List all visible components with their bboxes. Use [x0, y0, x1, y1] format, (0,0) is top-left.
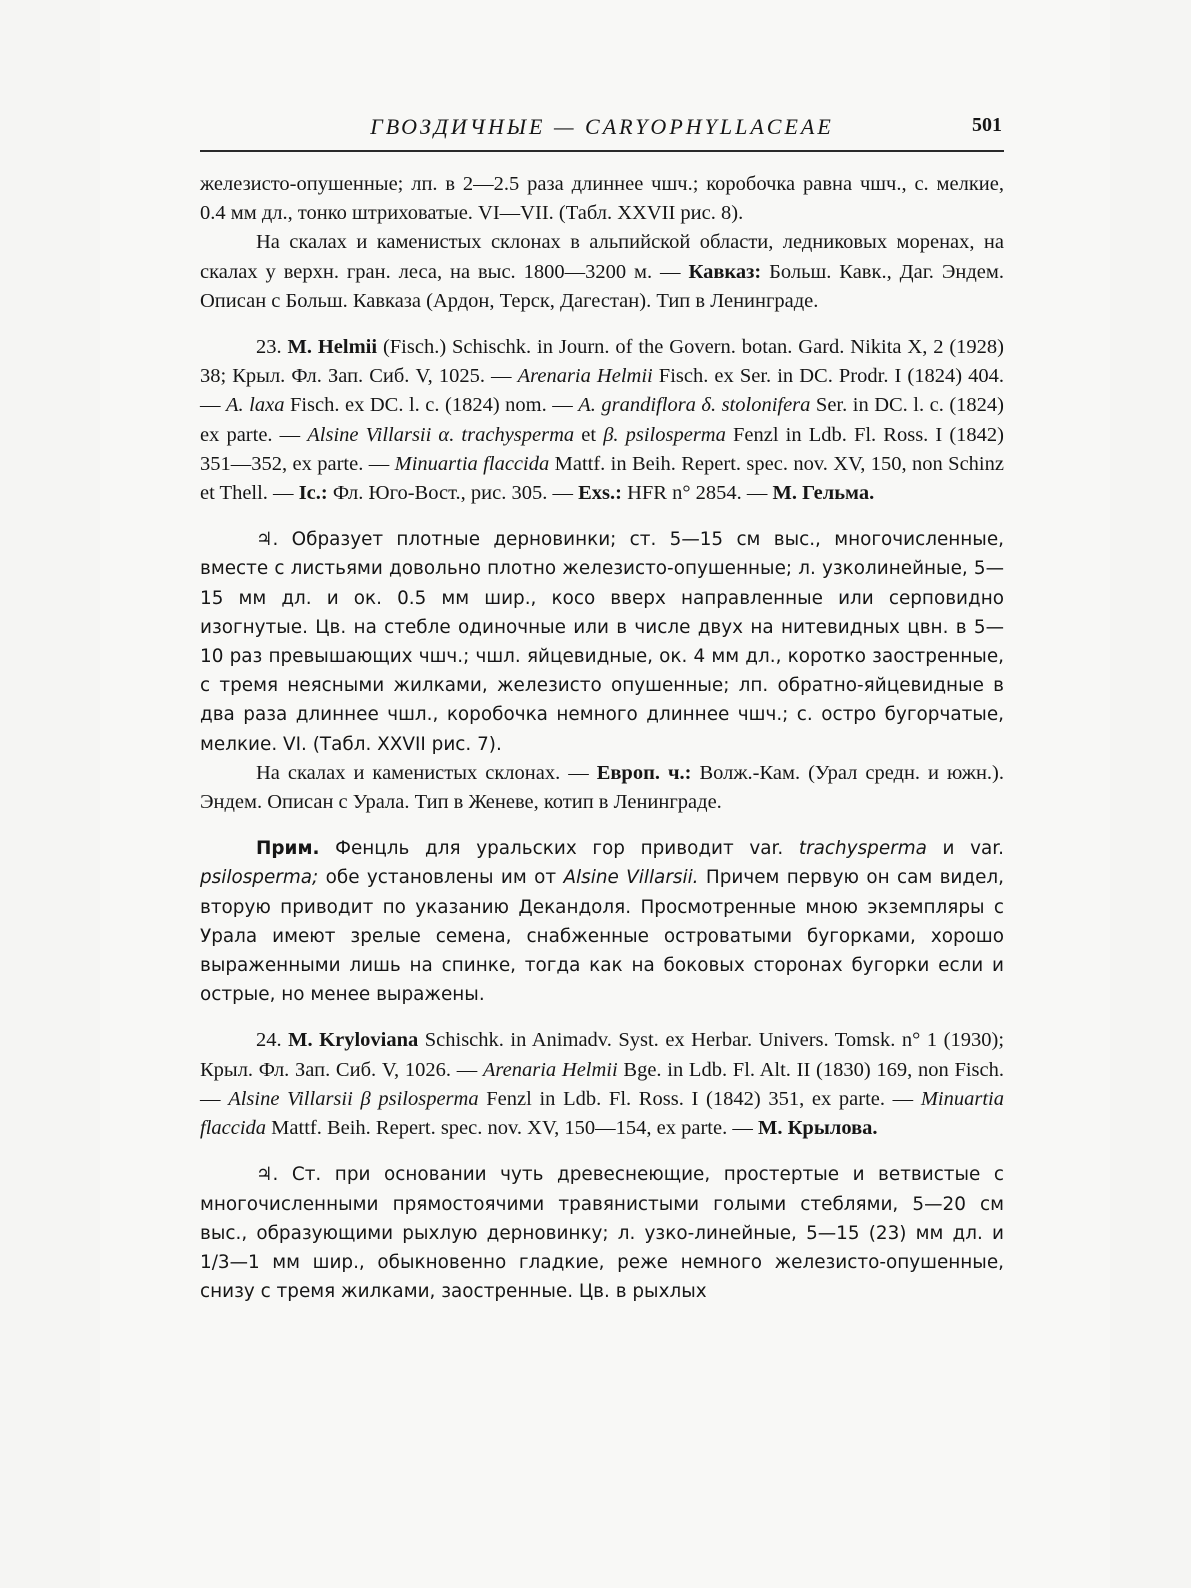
synonym: Minuartia flaccida	[200, 1087, 1004, 1140]
region-label: Европ. ч.:	[596, 761, 692, 784]
text-run: Fisch. ex DC. l. c. (1824) nom. —	[284, 394, 579, 417]
text-run: Больш. Кавк., Даг. Эндем. Описан с Больш. Кавказа (Ардон, Терск, Дагестан). Тип в Ленинграде.	[200, 260, 1004, 312]
text-run: 24.	[256, 1029, 289, 1052]
text-run: Ser. in DC. l. c. (1824) ex parte. —	[200, 394, 1004, 446]
synonym: A. grandiflora δ. stolonifera	[578, 394, 811, 417]
text-run: Fisch. ex Ser. in DC. Prodr. I (1824) 404. —	[200, 365, 1004, 417]
paragraph-description-continued	[200, 170, 1004, 228]
text-run: Fenzl in Ldb. Fl. Ross. I (1842) 351—352, ex parte. —	[200, 423, 1004, 475]
running-title: ГВОЗДИЧНЫЕ — CARYOPHYLLACEAE	[370, 114, 834, 139]
region-label: Кавказ:	[688, 260, 762, 283]
synonym: Alsine Villarsii β psilosperma	[228, 1087, 479, 1110]
species-name: M. Kryloviana	[288, 1029, 419, 1052]
text-run: и var.	[926, 838, 1005, 860]
species-23-description	[200, 525, 1004, 759]
text-run: железисто-опушенные; лп. в 2—2.5 раза длиннее чшч.; коробочка равна чшч., с. мелкие, 0.4 мм дл., тонко штриховатые. VI—VII. (Табл. XXVII рис. 8).	[200, 173, 1004, 225]
exsiccata-label: Exs.:	[578, 482, 622, 505]
text-run: . Ст. при основании чуть древеснеющие, простертые и ветвистые с многочисленными прямостоячими травянистыми голыми стеблями, 5—20 см выс., образующими рыхлую дерновинку; л. узко-линейные, 5—15 (23) мм дл. и 1/3—1 мм шир., обыкновенно гладкие, реже немного железисто-опушенные, снизу с тремя жилками, заостренные. Цв. в рыхлых	[200, 1164, 1004, 1303]
perennial-symbol: ♃	[256, 1164, 273, 1186]
body-text	[200, 170, 1004, 1306]
text-run: Schischk. in Animadv. Syst. ex Herbar. Univers. Tomsk. n° 1 (1930); Крыл. Фл. Зап. Сиб. V, 1026. —	[200, 1029, 1005, 1081]
running-header	[200, 112, 1004, 152]
species-23-habitat	[200, 759, 1004, 817]
paragraph-habitat-distribution	[200, 228, 1004, 316]
text-run: et	[574, 423, 604, 446]
note-label: Прим.	[256, 838, 320, 860]
page-number: 501	[972, 114, 1002, 136]
text-run: Фенцль для уральских гор приводит var.	[319, 838, 799, 860]
russian-species-name: M. Крылова.	[757, 1117, 878, 1140]
text-run: обе установлены им от	[318, 867, 564, 889]
synonym: Arenaria Helmii	[482, 1058, 618, 1081]
species-24-description	[200, 1160, 1004, 1306]
text-run: (Fisch.) Schischk. in Journ. of the Govern. botan. Gard. Nikita X, 2 (1928) 38; Крыл. Фл. Зап. Сиб. V, 1025. —	[200, 336, 1004, 388]
text-run: Фл. Юго-Вост., рис. 305. —	[327, 482, 579, 505]
synonym: β. psilosperma	[603, 423, 726, 446]
text-run: . Образует плотные дерновинки; ст. 5—15 см выс., многочисленные, вместе с листьями довольно плотно железисто-опушенные; л. узколинейные, 5—15 мм дл. и ок. 0.5 мм шир., косо вверх направленные или серповидно изогнутые. Цв. на стебле одиночные или в числе двух на нитевидных цвн. в 5—10 раз превышающих чшч.; чшл. яйцевидные, ок. 4 мм дл., коротко заостренные, с тремя неясными жилками, железисто опушенные; лп. обратно-яйцевидные в два раза длиннее чшл., коробочка немного длиннее чшч.; с. остро бугорчатые, мелкие. VI. (Табл. XXVII рис. 7).	[200, 529, 1004, 755]
text-run: Fenzl in Ldb. Fl. Ross. I (1842) 351, ex parte. —	[478, 1087, 921, 1110]
text-run: Волж.-Кам. (Урал средн. и южн.). Эндем. Описан с Урала. Тип в Женеве, котип в Ленинграде.	[200, 761, 1004, 814]
variety-name: trachysperma	[798, 838, 927, 860]
species-entry-24-citation	[200, 1026, 1004, 1143]
text-run: Причем первую он сам видел, вторую приводит по указанию Декандоля. Просмотренные мною экземпляры с Урала имеют зрелые семена, снабженные островатыми бугорками, хорошо выраженными лишь на спинке, тогда как на боковых сторонах бугорки если и острые, но менее выражены.	[200, 867, 1004, 1006]
species-23-note	[200, 834, 1004, 1009]
synonym: Minuartia flaccida	[394, 452, 550, 475]
species-name: M. Helmii	[287, 336, 378, 359]
text-run: На скалах и каменистых склонах. —	[256, 761, 597, 784]
russian-species-name: M. Гельма.	[772, 482, 875, 505]
synonym: A. laxa	[226, 394, 285, 417]
text-run: На скалах и каменистых склонах в альпийской области, ледниковых моренах, на скалах у верхн. гран. леса, на выс. 1800—3200 м. —	[200, 231, 1004, 283]
book-page	[200, 112, 1004, 1306]
text-run: Mattf. Beih. Repert. spec. nov. XV, 150—154, ex parte. —	[266, 1117, 758, 1140]
synonym: Alsine Villarsii.	[563, 867, 699, 889]
synonym: Alsine Villarsii α. trachysperma	[307, 423, 575, 446]
text-run: Bge. in Ldb. Fl. Alt. II (1830) 169, non Fisch. —	[200, 1058, 1004, 1110]
text-run: Mattf. in Beih. Repert. spec. nov. XV, 150, non Schinz et Thell. —	[200, 452, 1004, 505]
text-run: HFR n° 2854. —	[621, 482, 773, 505]
iconography-label: Ic.:	[298, 482, 328, 505]
species-entry-23-citation	[200, 333, 1004, 508]
perennial-symbol: ♃	[256, 529, 273, 551]
variety-name: psilosperma;	[200, 867, 319, 889]
synonym: Arenaria Helmii	[517, 365, 653, 388]
text-run: 23.	[256, 336, 288, 359]
